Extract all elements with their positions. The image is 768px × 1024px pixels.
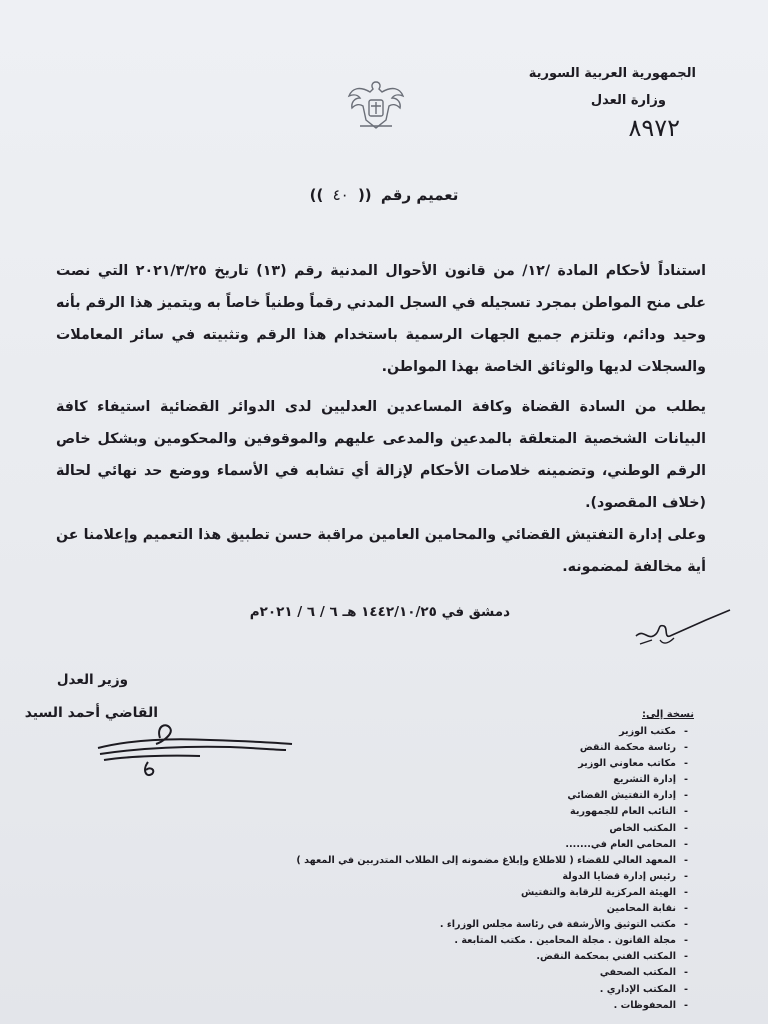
copy-recipient: - إدارة التفتيش القضائي: [216, 788, 676, 804]
copy-recipient: - مكتب التوثيق والأرشفة في رئاسة مجلس الوزراء .: [216, 917, 676, 933]
circular-title: [0, 186, 768, 204]
copies-label: نسخة إلى:: [642, 709, 694, 720]
copy-recipient: - مجلة القانون . مجلة المحامين . مكتب المتابعة .: [216, 933, 676, 949]
copy-recipient: - نقابة المحامين: [216, 901, 676, 917]
body-paragraph-1: استناداً لأحكام المادة /١٢/ من قانون الأحوال المدنية رقم (١٣) تاريخ ٢٠٢١/٣/٢٥ التي نصت على منح المواطن بمجرد تسجيله في السجل المدني رقماً وطنياً خاصاً به ويتميز هذا الرقم بأنه وحيد ودائم، وتلتزم جميع الجهات الرسمية باستخدام هذا الرقم وتثبيته في سائر المعاملات والسجلات لديها والوثائق الخاصة بهذا المواطن.: [56, 263, 706, 375]
copy-recipient: - المعهد العالي للقضاء ( للاطلاع وإبلاغ مضمونه إلى الطلاب المتدربين في المعهد ): [216, 853, 676, 869]
header-ministry: وزارة العدل: [590, 93, 666, 108]
body-paragraph-2: يطلب من السادة القضاة وكافة المساعدين العدليين لدى الدوائر القضائية استيفاء كافة البيانات الشخصية المتعلقة بالمدعين والمدعى عليهم والموقوفين والمحكومين وبشكل خاص الرقم الوطني، وتضمينه خلاصات الأحكام لإزالة أي تشابه في الأسماء ووضع حد نهائي لحالة (خلاف المقصود).: [56, 399, 706, 511]
circular-title-label: تعميم رقم: [380, 186, 459, 204]
body-paragraph-3: وعلى إدارة التفتيش القضائي والمحامين العامين مراقبة حسن تطبيق هذا التعميم وإعلامنا عن أية مخالفة لمضمونه.: [56, 527, 706, 575]
reference-number: ٨٩٧٢: [628, 114, 680, 142]
copies-list: [216, 724, 676, 1014]
copy-recipient: - المكتب الفني بمحكمة النقض.: [216, 949, 676, 965]
copy-recipient: - مكاتب معاوني الوزير: [216, 756, 676, 772]
copy-recipient: - رئاسة محكمة النقض: [216, 740, 676, 756]
copy-recipient: - المحامي العام في.......: [216, 837, 676, 853]
signatory-title: وزير العدل: [56, 672, 128, 688]
circular-title-close: )): [309, 186, 324, 204]
header-republic: الجمهورية العربية السورية: [528, 66, 696, 81]
copy-recipient: - إدارة التشريع: [216, 772, 676, 788]
circular-title-open: ((: [357, 186, 372, 204]
eagle-emblem-icon: [346, 76, 406, 134]
copy-recipient: - المكتب الإداري .: [216, 982, 676, 998]
copy-recipient: - المكتب الصحفي: [216, 965, 676, 981]
copy-recipient: - مكتب الوزير: [216, 724, 676, 740]
date-line: دمشق في ١٤٤٢/١٠/٢٥ هـ ٦ / ٦ / ٢٠٢١م: [249, 604, 510, 620]
copy-recipient: - رئيس إدارة قضايا الدولة: [216, 869, 676, 885]
initials-signature-icon: [630, 606, 742, 654]
circular-body: [56, 255, 706, 583]
copy-recipient: - النائب العام للجمهورية: [216, 804, 676, 820]
copy-recipient: - الهيئة المركزية للرقابة والتفتيش: [216, 885, 676, 901]
copy-recipient: - المحفوظات .: [216, 998, 676, 1014]
copy-recipient: - المكتب الخاص: [216, 821, 676, 837]
circular-number: ٤٠: [332, 186, 349, 204]
signatory-name: القاضي أحمد السيد: [24, 705, 158, 721]
